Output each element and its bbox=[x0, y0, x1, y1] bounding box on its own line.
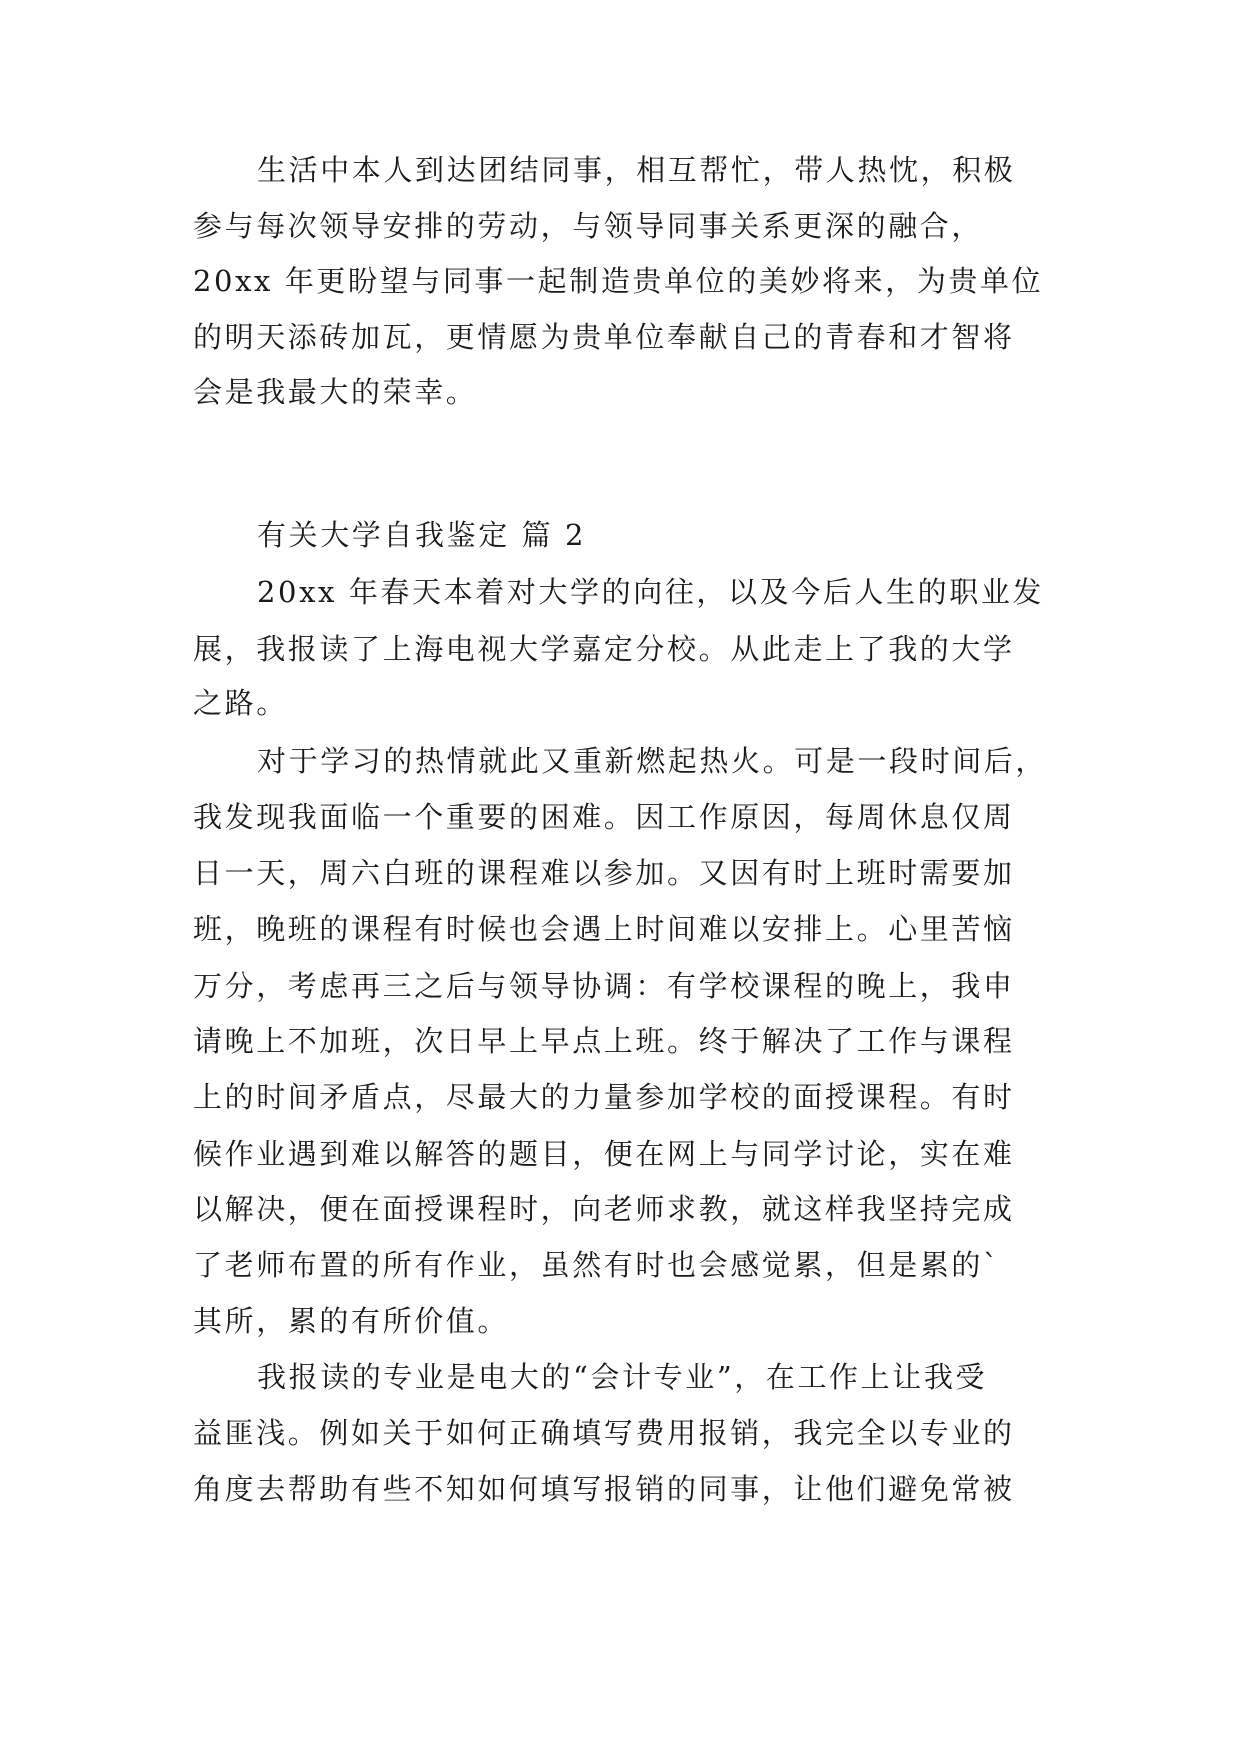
paragraph-line: 的明天添砖加瓦，更情愿为贵单位奉献自己的青春和才智将 bbox=[193, 320, 1015, 354]
paragraph-line: 万分，考虑再三之后与领导协调：有学校课程的晚上，我申 bbox=[193, 969, 1015, 1003]
paragraph-line: 请晚上不加班，次日早上早点上班。终于解决了工作与课程 bbox=[193, 1024, 1015, 1058]
paragraph-line: 角度去帮助有些不知如何填写报销的同事，让他们避免常被 bbox=[193, 1472, 1015, 1506]
paragraph-line: 我发现我面临一个重要的困难。因工作原因，每周休息仅周 bbox=[193, 800, 1015, 834]
paragraph-line: 了老师布置的所有作业，虽然有时也会感觉累，但是累的` bbox=[193, 1248, 1001, 1282]
paragraph-line: 候作业遇到难以解答的题目，便在网上与同学讨论，实在难 bbox=[193, 1137, 1015, 1171]
paragraph-line: 以解决，便在面授课程时，向老师求教，就这样我坚持完成 bbox=[193, 1192, 1015, 1226]
paragraph-line: 益匪浅。例如关于如何正确填写费用报销，我完全以专业的 bbox=[193, 1416, 1015, 1450]
paragraph-line: 其所，累的有所价值。 bbox=[193, 1304, 510, 1338]
paragraph-line: 我报读的专业是电大的“会计专业”，在工作上让我受 bbox=[257, 1360, 988, 1394]
paragraph-line: 上的时间矛盾点，尽最大的力量参加学校的面授课程。有时 bbox=[193, 1080, 1015, 1114]
paragraph-line: 对于学习的热情就此又重新燃起热火。可是一段时间后， bbox=[257, 744, 1048, 778]
paragraph-line: 生活中本人到达团结同事，相互帮忙，带人热忱，积极 bbox=[257, 153, 1016, 187]
paragraph-line: 之路。 bbox=[193, 686, 288, 720]
paragraph-line: 日一天，周六白班的课程难以参加。又因有时上班时需要加 bbox=[193, 856, 1015, 890]
paragraph-line: 班，晚班的课程有时候也会遇上时间难以安排上。心里苦恼 bbox=[193, 912, 1015, 946]
paragraph-line: 展，我报读了上海电视大学嘉定分校。从此走上了我的大学 bbox=[193, 632, 1015, 666]
paragraph-line: 参与每次领导安排的劳动，与领导同事关系更深的融合， bbox=[193, 209, 984, 243]
paragraph-line: 20xx 年春天本着对大学的向往，以及今后人生的职业发 bbox=[257, 575, 1045, 609]
paragraph-line: 20xx 年更盼望与同事一起制造贵单位的美妙将来，为贵单位 bbox=[193, 264, 1044, 298]
section-heading: 有关大学自我鉴定 篇 2 bbox=[257, 518, 587, 552]
paragraph-line: 会是我最大的荣幸。 bbox=[193, 375, 478, 409]
